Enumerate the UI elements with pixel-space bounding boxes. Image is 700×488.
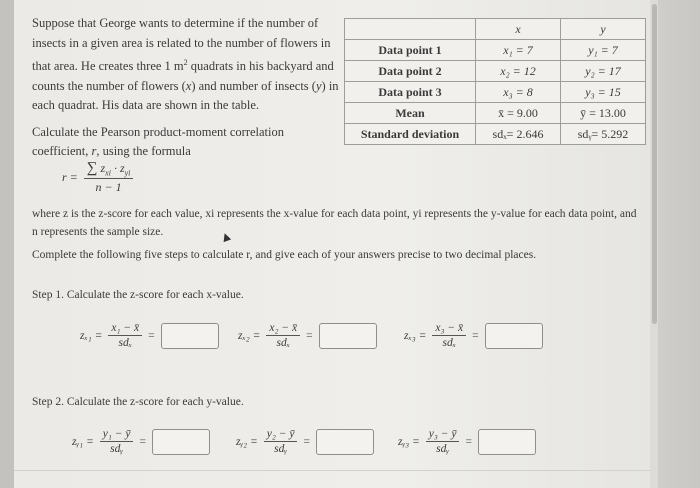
left-edge (0, 0, 14, 488)
eq-denominator: sdᵧ (110, 443, 124, 455)
eq-lhs: zₓ₁ = (80, 329, 103, 342)
equals-sign: = (472, 329, 479, 342)
eq-numerator: x₁ − x̄ (108, 322, 142, 336)
row-label: Standard deviation (345, 124, 476, 145)
intro-text: ) in each quadrat. His data are shown in the table. (32, 78, 339, 113)
eq-numerator: x₂ − x̄ (266, 322, 300, 336)
table-header-x: x (476, 19, 561, 40)
var-r: r (91, 144, 97, 159)
eq-fraction (432, 322, 466, 349)
cell-x: x̄ = 9.00 (476, 103, 561, 124)
eq-denominator: sdₓ (276, 337, 290, 349)
var-y: y (315, 78, 322, 93)
row-label: Mean (345, 103, 476, 124)
eq-lhs: zᵧ₁ = (72, 435, 94, 448)
divider (14, 470, 650, 471)
pearson-formula (62, 160, 133, 195)
eq-fraction (108, 322, 142, 349)
table-row (345, 124, 646, 145)
instructions-text: Complete the following five steps to calculate r, and give each of your answers precise to two decimal places. (32, 249, 537, 261)
formula-denominator: n − 1 (95, 180, 122, 195)
eq-denominator: sdᵧ (274, 443, 288, 455)
data-table (344, 18, 646, 145)
row-label: Data point 3 (345, 82, 476, 103)
subscript: yi (124, 168, 131, 178)
table-row (345, 103, 646, 124)
subscript: xi (105, 168, 111, 178)
equals-sign: = (306, 329, 313, 342)
sigma-icon: ∑ (86, 160, 98, 176)
cell-x: x₃ = 8 (476, 82, 561, 103)
eq-lhs: zₓ₂ = (238, 329, 261, 342)
equals-sign: = (303, 435, 310, 448)
eq-numerator: y₂ − ȳ (264, 428, 298, 442)
table-header-blank (345, 19, 476, 40)
eq-numerator: y₁ − ȳ (100, 428, 134, 442)
eq-lhs: zᵧ₂ = (236, 435, 258, 448)
eq-denominator: sdₓ (442, 337, 456, 349)
eq-fraction (266, 322, 300, 349)
problem-intro (32, 14, 342, 169)
cell-y: y₁ = 7 (561, 40, 646, 61)
eq-fraction (100, 428, 134, 455)
cell-x: x₂ = 12 (476, 61, 561, 82)
zy1-equation (72, 428, 210, 455)
eq-fraction (426, 428, 460, 455)
zx2-answer-input[interactable] (319, 323, 377, 349)
row-label: Data point 2 (345, 61, 476, 82)
eq-numerator: x₃ − x̄ (432, 322, 466, 336)
formula-lhs: r = (62, 170, 78, 185)
calc-prompt-text: Calculate the Pearson product-moment correlation coefficient, (32, 124, 284, 159)
eq-fraction (264, 428, 298, 455)
cell-y: y₃ = 15 (561, 82, 646, 103)
zy2-answer-input[interactable] (316, 429, 374, 455)
where-text: where z is the z-score for each value, xi represents the x-value for each data point, yi represents the y-value for each data point, and n represents the sample size. (32, 208, 637, 238)
eq-denominator: sdₓ (118, 337, 132, 349)
zy3-answer-input[interactable] (478, 429, 536, 455)
z-symbol: z (100, 161, 106, 175)
table-row (345, 40, 646, 61)
intro-text: quadrats in his backyard and counts the number of flowers ( (32, 59, 334, 93)
row-label: Data point 1 (345, 40, 476, 61)
zx3-answer-input[interactable] (485, 323, 543, 349)
eq-lhs: zₓ₃ = (404, 329, 427, 342)
zx3-equation (404, 322, 543, 349)
equals-sign: = (148, 329, 155, 342)
eq-numerator: y₃ − ȳ (426, 428, 460, 442)
intro-paragraph (32, 14, 342, 116)
eq-denominator: sdᵧ (436, 443, 450, 455)
table-row (345, 61, 646, 82)
equals-sign: = (139, 435, 146, 448)
intro-text: ) and number of insects ( (191, 78, 316, 93)
formula-numerator (84, 160, 134, 179)
zy2-equation (236, 428, 374, 455)
calc-prompt (32, 123, 342, 162)
calc-prompt-text: , using the formula (96, 144, 191, 159)
formula-fraction (84, 160, 134, 195)
table-header-row (345, 19, 646, 40)
zx1-answer-input[interactable] (161, 323, 219, 349)
cell-y: ȳ = 13.00 (561, 103, 646, 124)
zx2-equation (238, 322, 377, 349)
cell-y: sdᵧ= 5.292 (561, 124, 646, 145)
var-x: x (185, 78, 192, 93)
step1-title: Step 1. Calculate the z-score for each x-value. (32, 289, 244, 301)
intro-text: Suppose that George wants to determine if the number of insects in a given area is related to the number of flowers in that area. He creates three 1 m (32, 16, 331, 74)
zy1-answer-input[interactable] (152, 429, 210, 455)
table-row (345, 82, 646, 103)
scrollbar-thumb[interactable] (652, 4, 657, 324)
eq-lhs: zᵧ₃ = (398, 435, 420, 448)
zx1-equation (80, 322, 219, 349)
superscript: 2 (183, 58, 188, 67)
cell-y: y₂ = 17 (561, 61, 646, 82)
zy3-equation (398, 428, 536, 455)
equals-sign: = (465, 435, 472, 448)
right-margin (658, 0, 700, 488)
step2-title: Step 2. Calculate the z-score for each y-value. (32, 396, 244, 408)
cell-x: sdₓ= 2.646 (476, 124, 561, 145)
cell-x: x₁ = 7 (476, 40, 561, 61)
z-symbol: · z (110, 161, 125, 175)
table-header-y: y (561, 19, 646, 40)
